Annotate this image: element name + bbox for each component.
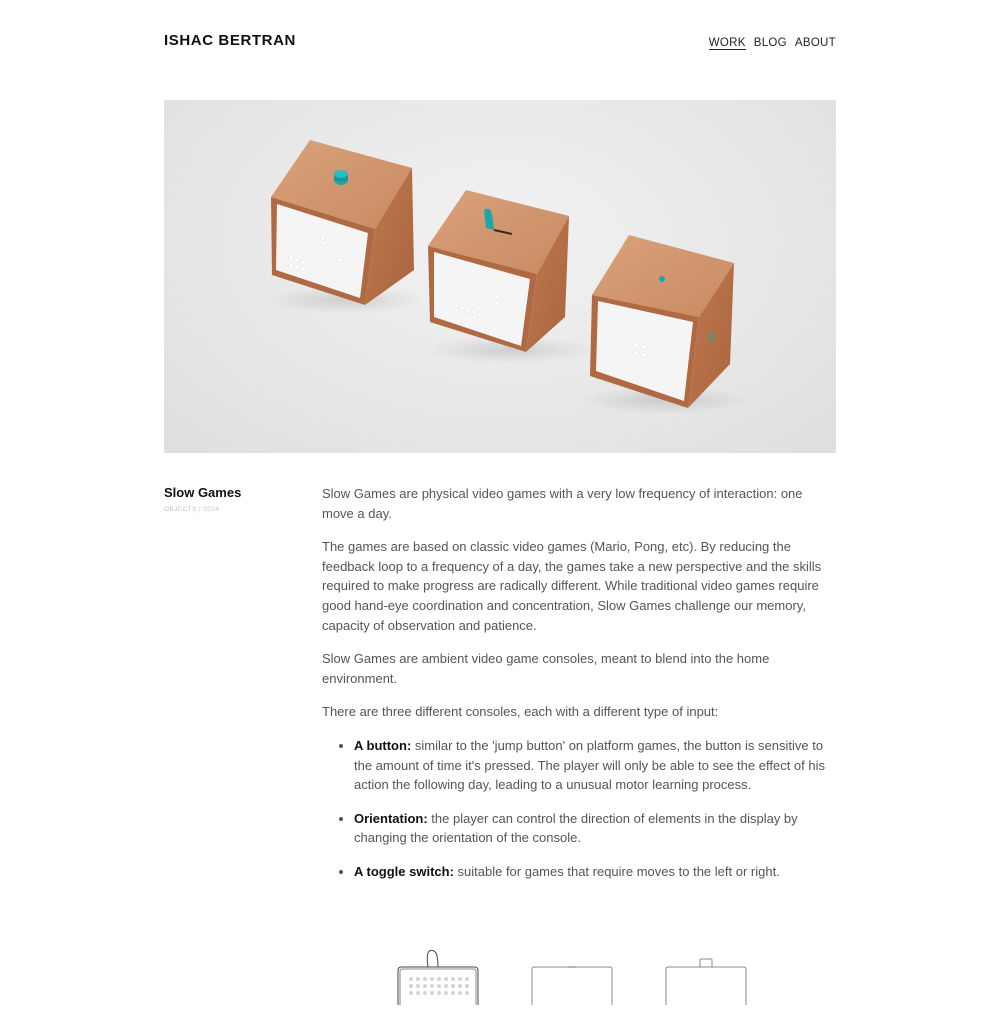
project-title: Slow Games <box>164 485 242 500</box>
list-item-text: suitable for games that require moves to the left or right. <box>453 863 780 879</box>
paragraph: Slow Games are physical video games with a very low frequency of interaction: one move a day. <box>322 486 803 521</box>
main-nav <box>709 37 836 50</box>
sketch-wire <box>427 950 438 967</box>
sketch-illustration <box>380 945 780 1005</box>
nav-blog[interactable]: BLOG <box>753 37 787 49</box>
paragraph: There are three different consoles, each with a different type of input: <box>322 704 719 720</box>
console-orientation <box>424 190 594 364</box>
hero-image <box>164 100 836 453</box>
console-button <box>264 140 424 314</box>
list-item-text: the player can control the direction of elements in the display by changing the orientation of the console. <box>354 810 798 846</box>
list-item <box>354 862 828 882</box>
console-toggle <box>579 235 749 414</box>
consoles-photo <box>164 100 836 453</box>
list-item-term: A button: <box>354 737 412 753</box>
list-item-text: similar to the 'jump button' on platform games, the button is sensitive to the amount of time it's pressed. The player will only be able to see the effect of his action the following day, leading to a unusual motor learning process. <box>354 737 825 793</box>
sketch-dot-grid <box>409 977 469 995</box>
project-sidebar <box>164 485 304 513</box>
site-title[interactable]: ISHAC BERTRAN <box>164 32 296 49</box>
input-types-list <box>322 736 828 882</box>
nav-about[interactable]: ABOUT <box>794 37 836 49</box>
project-meta: OBJECTS | 2014 <box>164 506 220 513</box>
list-item-term: Orientation: <box>354 810 428 826</box>
paragraph: The games are based on classic video games (Mario, Pong, etc). By reducing the feedback loop to a frequency of a day, the games take a new perspective and the skills required to make progress are radically different. While traditional video games require good hand-eye coordination and concentration, Slow Games challenge our memory, capacity of observation and patience. <box>322 539 822 633</box>
list-item <box>354 736 828 795</box>
project-description <box>322 484 828 896</box>
list-item-term: A toggle switch: <box>354 863 454 879</box>
nav-work[interactable]: WORK <box>708 37 746 49</box>
paragraph: Slow Games are ambient video game consoles, meant to blend into the home environment. <box>322 651 770 686</box>
console-sketches <box>380 945 780 1005</box>
list-item <box>354 809 828 848</box>
